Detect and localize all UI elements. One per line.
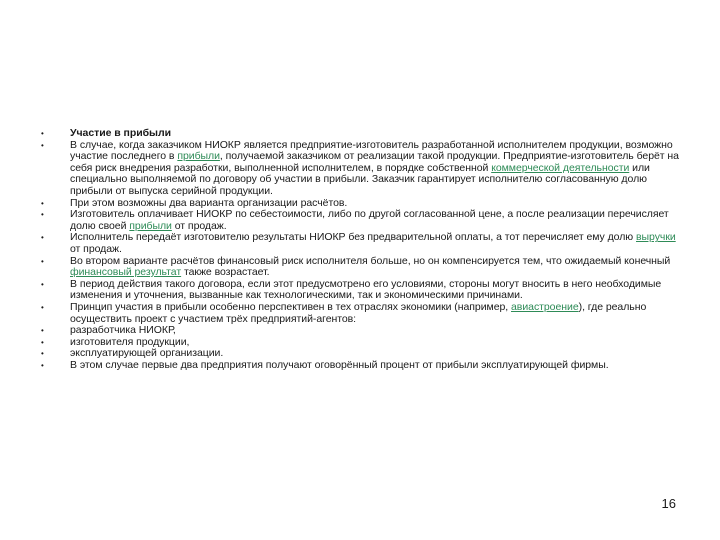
item-text: Принцип участия в прибыли особенно перспективен в тех отраслях экономики (например, (70, 300, 512, 313)
bullet-list (41, 128, 681, 371)
inline-link[interactable]: коммерческой деятельности (491, 161, 630, 174)
item-text: , получаемой заказчиком от реализации такой продукции. Предприятие-изготовитель берёт на себя риск внедрения разработки, выполненной исполнителем, в порядке собственной (70, 150, 679, 174)
item-text: ), где реально осуществить проект с участием трёх предприятий-агентов: (70, 300, 647, 325)
bullet-icon: • (41, 349, 44, 359)
list-item (41, 302, 681, 325)
item-text: эксплуатирующей организации. (70, 347, 224, 360)
bullet-icon: • (41, 233, 44, 243)
bullet-icon: • (41, 326, 44, 336)
bullet-icon: • (41, 360, 44, 370)
inline-link[interactable]: финансовый результат (70, 266, 182, 279)
inline-link[interactable]: авиастроение (511, 300, 579, 313)
list-item (41, 279, 681, 302)
bullet-icon: • (41, 129, 44, 138)
bullet-icon: • (41, 279, 44, 289)
list-item (41, 256, 681, 279)
item-text: Исполнитель передаёт изготовителю результаты НИОКР без предварительной оплаты, а тот перечисляет ему долю (70, 231, 637, 244)
item-text: Во втором варианте расчётов финансовый риск исполнителя больше, но он компенсируется тем, что ожидаемый конечный (70, 254, 671, 267)
item-text: В этом случае первые два предприятия получают оговорённый процент от прибыли эксплуатирующей фирмы. (70, 358, 609, 371)
item-text: или специально выполняемой по договору об участии в прибыли. Заказчик гарантирует исполнителю согласованную долю прибыли от выпуска серийной продукции. (70, 161, 650, 197)
inline-link[interactable]: выручки (636, 231, 676, 244)
page-number: 16 (661, 496, 676, 511)
list-item (41, 360, 681, 372)
bullet-icon: • (41, 140, 44, 150)
list-item (41, 140, 681, 198)
item-text: изготовителя продукции, (70, 335, 190, 348)
item-text: также возрастает. (181, 266, 270, 279)
item-text: В случае, когда заказчиком НИОКР является предприятие-изготовитель разработанной исполнителем продукции, возможно участие последнего в (70, 138, 673, 163)
item-heading: Участие в прибыли (70, 127, 171, 139)
list-item (41, 209, 681, 232)
item-text: от продаж. (171, 219, 227, 232)
bullet-icon: • (41, 198, 44, 208)
list-item (41, 232, 681, 255)
inline-link[interactable]: прибыли (129, 219, 172, 232)
bullet-icon: • (41, 210, 44, 220)
item-text: от продаж. (70, 242, 122, 255)
inline-link[interactable]: прибыли (177, 150, 220, 163)
item-text: При этом возможны два варианта организации расчётов. (70, 196, 348, 209)
bullet-icon: • (41, 256, 44, 266)
bullet-icon: • (41, 302, 44, 312)
item-text: разработчика НИОКР, (70, 324, 176, 337)
item-text: Изготовитель оплачивает НИОКР по себестоимости, либо по другой согласованной цене, а после реализации перечисляет долю своей (70, 208, 669, 232)
bullet-icon: • (41, 337, 44, 347)
item-text: В период действия такого договора, если этот предусмотрено его условиями, стороны могут вносить в него необходимые изменения и уточнения, вызванные как технологическими, так и экономическими причинами. (70, 277, 662, 302)
